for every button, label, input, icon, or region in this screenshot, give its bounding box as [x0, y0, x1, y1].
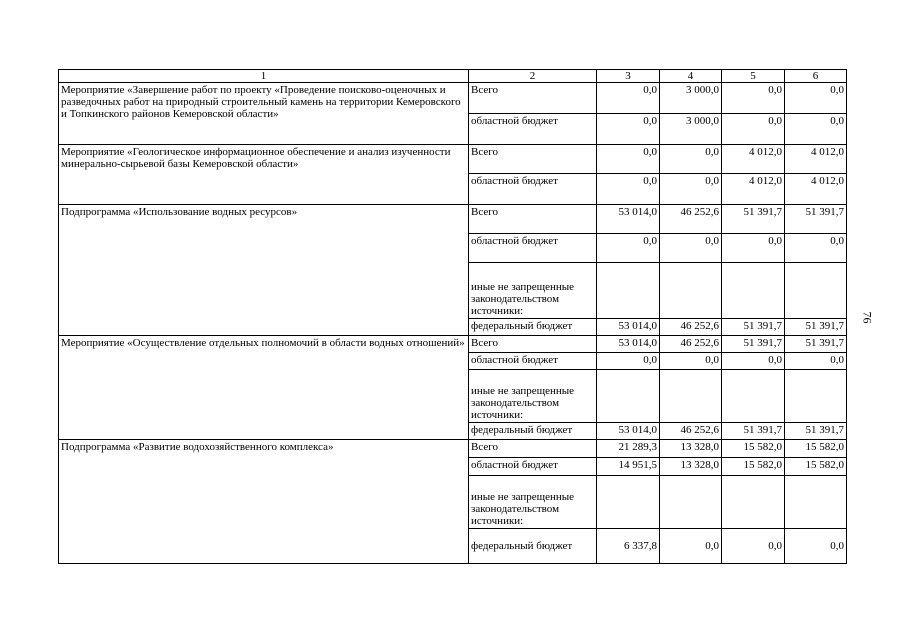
value-col-6: 4 012,0 — [785, 174, 847, 205]
funding-source: Всего — [469, 440, 597, 458]
value-col-5: 0,0 — [722, 114, 785, 145]
header-col-5: 5 — [722, 70, 785, 83]
value-col-5: 51 391,7 — [722, 423, 785, 440]
item-name: Мероприятие «Осуществление отдельных полномочий в области водных отношений» — [59, 336, 469, 440]
value-col-6: 0,0 — [785, 234, 847, 263]
value-col-4: 0,0 — [660, 353, 722, 370]
value-col-3: 53 014,0 — [597, 423, 660, 440]
header-col-1: 1 — [59, 70, 469, 83]
value-col-4: 3 000,0 — [660, 114, 722, 145]
value-col-4: 0,0 — [660, 529, 722, 564]
table-row — [59, 83, 847, 114]
value-col-6: 0,0 — [785, 353, 847, 370]
funding-source: Всего — [469, 145, 597, 174]
value-col-4: 0,0 — [660, 174, 722, 205]
value-col-6: 51 391,7 — [785, 205, 847, 234]
value-col-3: 53 014,0 — [597, 336, 660, 353]
funding-source: Всего — [469, 336, 597, 353]
value-col-4 — [660, 476, 722, 529]
funding-source: иные не запрещенные законодательством источники: — [469, 370, 597, 423]
table-row — [59, 336, 847, 353]
table-row — [59, 145, 847, 174]
funding-source: Всего — [469, 83, 597, 114]
value-col-4: 46 252,6 — [660, 319, 722, 336]
value-col-6: 51 391,7 — [785, 319, 847, 336]
value-col-6: 0,0 — [785, 114, 847, 145]
value-col-4: 46 252,6 — [660, 423, 722, 440]
funding-source: областной бюджет — [469, 234, 597, 263]
value-col-3: 53 014,0 — [597, 205, 660, 234]
value-col-3: 0,0 — [597, 234, 660, 263]
value-col-4: 0,0 — [660, 145, 722, 174]
value-col-4: 13 328,0 — [660, 458, 722, 476]
value-col-3: 0,0 — [597, 114, 660, 145]
value-col-6: 51 391,7 — [785, 423, 847, 440]
value-col-5 — [722, 476, 785, 529]
value-col-6: 4 012,0 — [785, 145, 847, 174]
value-col-6: 15 582,0 — [785, 440, 847, 458]
value-col-3 — [597, 263, 660, 319]
header-row — [59, 70, 847, 83]
header-col-2: 2 — [469, 70, 597, 83]
value-col-5: 51 391,7 — [722, 319, 785, 336]
value-col-5: 0,0 — [722, 529, 785, 564]
table-row — [59, 205, 847, 234]
value-col-5: 0,0 — [722, 234, 785, 263]
funding-source: иные не запрещенные законодательством источники: — [469, 263, 597, 319]
value-col-3: 0,0 — [597, 145, 660, 174]
value-col-3: 21 289,3 — [597, 440, 660, 458]
header-col-4: 4 — [660, 70, 722, 83]
value-col-3: 0,0 — [597, 353, 660, 370]
value-col-3: 0,0 — [597, 83, 660, 114]
value-col-5 — [722, 263, 785, 319]
funding-source: федеральный бюджет — [469, 423, 597, 440]
table-row — [59, 440, 847, 458]
funding-source: Всего — [469, 205, 597, 234]
value-col-5: 15 582,0 — [722, 440, 785, 458]
value-col-4: 46 252,6 — [660, 205, 722, 234]
value-col-4 — [660, 263, 722, 319]
funding-source: областной бюджет — [469, 114, 597, 145]
value-col-5: 4 012,0 — [722, 174, 785, 205]
value-col-3 — [597, 370, 660, 423]
value-col-6: 51 391,7 — [785, 336, 847, 353]
value-col-6: 0,0 — [785, 83, 847, 114]
funding-source: областной бюджет — [469, 458, 597, 476]
value-col-3 — [597, 476, 660, 529]
value-col-5: 4 012,0 — [722, 145, 785, 174]
item-name: Подпрограмма «Развитие водохозяйственного комплекса» — [59, 440, 469, 564]
value-col-5 — [722, 370, 785, 423]
funding-source: федеральный бюджет — [469, 529, 597, 564]
value-col-5: 15 582,0 — [722, 458, 785, 476]
value-col-3: 6 337,8 — [597, 529, 660, 564]
item-name: Мероприятие «Геологическое информационное обеспечение и анализ изученности минерально-сырьевой базы Кемеровской области» — [59, 145, 469, 205]
header-col-6: 6 — [785, 70, 847, 83]
value-col-3: 14 951,5 — [597, 458, 660, 476]
page-number: 76 — [860, 311, 875, 324]
funding-source: федеральный бюджет — [469, 319, 597, 336]
value-col-4: 0,0 — [660, 234, 722, 263]
value-col-4: 46 252,6 — [660, 336, 722, 353]
budget-table — [58, 69, 847, 564]
value-col-6: 15 582,0 — [785, 458, 847, 476]
funding-source: областной бюджет — [469, 174, 597, 205]
value-col-3: 53 014,0 — [597, 319, 660, 336]
value-col-6 — [785, 263, 847, 319]
value-col-6: 0,0 — [785, 529, 847, 564]
value-col-4: 13 328,0 — [660, 440, 722, 458]
funding-source: областной бюджет — [469, 353, 597, 370]
header-col-3: 3 — [597, 70, 660, 83]
value-col-6 — [785, 476, 847, 529]
value-col-4 — [660, 370, 722, 423]
value-col-3: 0,0 — [597, 174, 660, 205]
value-col-5: 51 391,7 — [722, 336, 785, 353]
value-col-4: 3 000,0 — [660, 83, 722, 114]
funding-source: иные не запрещенные законодательством источники: — [469, 476, 597, 529]
item-name: Подпрограмма «Использование водных ресурсов» — [59, 205, 469, 336]
value-col-5: 51 391,7 — [722, 205, 785, 234]
value-col-6 — [785, 370, 847, 423]
item-name: Мероприятие «Завершение работ по проекту «Проведение поисково-оценочных и разведочных работ на природный строительный камень на территории Кемеровского и Топкинского районов Кемеровской области» — [59, 83, 469, 145]
value-col-5: 0,0 — [722, 353, 785, 370]
value-col-5: 0,0 — [722, 83, 785, 114]
